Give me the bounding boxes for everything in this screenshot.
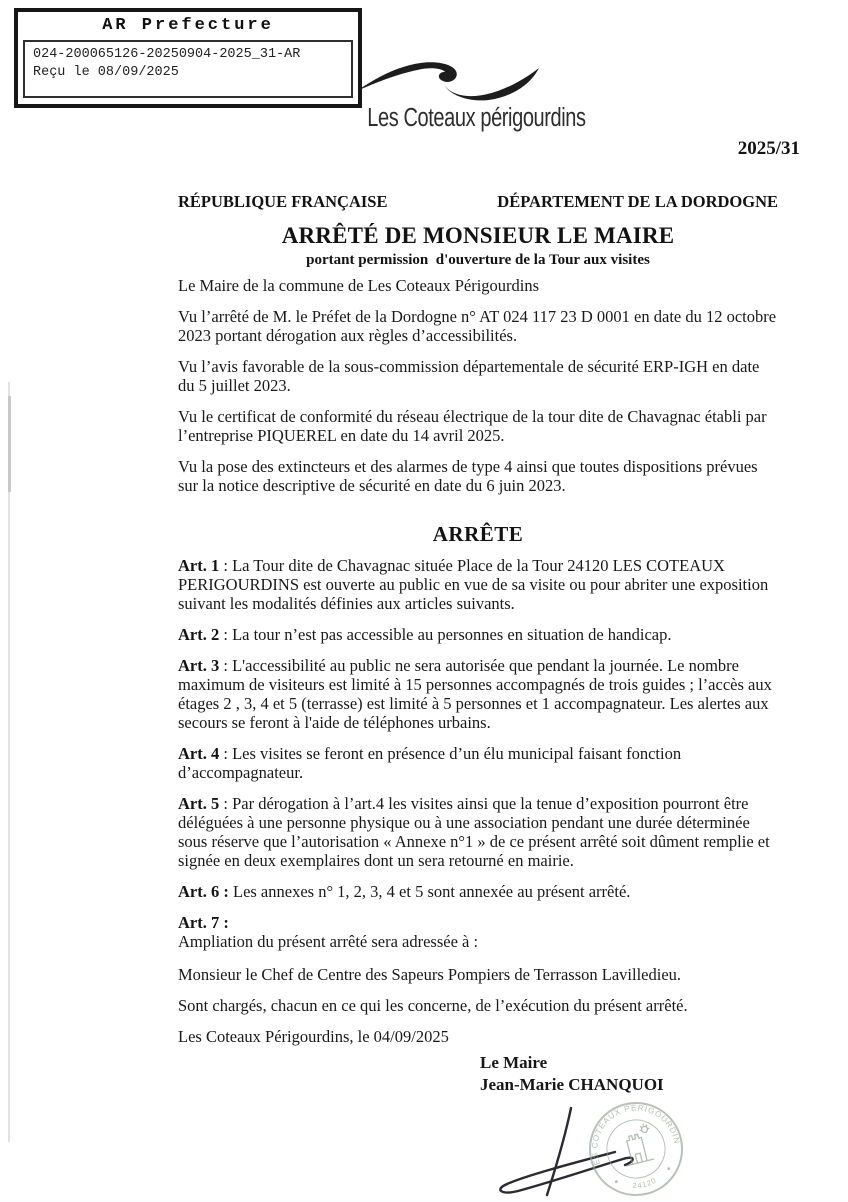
preamble-paragraph: Vu l’avis favorable de la sous-commission départementale de sécurité ERP-IGH en date du 5 juillet 2023. [178,357,764,395]
seal-ring-text: LES COTEAUX PERIGOURDINS [590,1103,682,1167]
article-6-text: Les annexes n° 1, 2, 3, 4 et 5 sont annexée au présent arrêté. [228,882,631,901]
decree-number: 2025/31 [737,138,800,159]
stamp-body [23,40,353,98]
document-header [178,192,778,269]
scan-edge-artifact-dark [8,396,11,492]
stamp-reference-number: 024-200065126-20250904-2025_31-AR [33,47,301,62]
article-1-text: : La Tour dite de Chavagnac située Place de la Tour 24120 LES COTEAUX PERIGOURDINS est ouverte au public en vue de sa visite ou pour abriter une exposition suivant les modalités définies aux articles suivants. [178,556,773,613]
article-3 [178,656,778,732]
document-body [178,276,781,1058]
article-2-label: Art. 2 [178,625,220,644]
article-6 [178,882,778,901]
commune-logo-text: Les Coteaux périgourdins [367,103,586,133]
stamp-title: AR Prefecture [102,16,274,35]
seal-postal-code: 24120 [632,1175,659,1190]
commune-logo [340,50,586,133]
article-1 [178,556,778,613]
scan-edge-artifact [8,382,10,1142]
signatory-name: Jean-Marie CHANQUOI [480,1075,664,1094]
article-6-label: Art. 6 : [178,882,229,901]
article-4-text: : Les visites se feront en présence d’un élu municipal faisant fonction d’accompagnateur. [178,744,686,782]
swoosh-logo-icon [355,50,545,102]
preamble-paragraph: Le Maire de la commune de Les Coteaux Périgourdins [178,276,540,295]
article-1-label: Art. 1 [178,556,220,575]
ampliation-line: Ampliation du présent arrêté sera adressée à : [178,932,479,951]
signature-block [480,1052,664,1096]
article-3-label: Art. 3 [178,656,220,675]
article-3-text: : L'accessibilité au public ne sera autorisée que pendant la journée. Le nombre maximum de visiteurs est limité à 15 personnes accompagnés de trois guides ; l’accès aux étages 2 , 3, 4 et 5 (terrasse) est limité à 5 personnes et 1 accompagnateur. Les alertes aux secours se feront à l'aide de téléphones urbains. [178,656,776,732]
article-2-text: : La tour n’est pas accessible au personnes en situation de handicap. [219,625,672,644]
article-4-label: Art. 4 [178,744,220,763]
svg-text:LES COTEAUX PERIGOURDINS [583,1096,682,1166]
seal-tower-pictogram [617,1122,657,1166]
preamble-paragraph: Vu le certificat de conformité du réseau électrique de la tour dite de Chavagnac établi par l’entreprise PIQUEREL en date du 14 avril 2025. [178,407,771,445]
article-5-label: Art. 5 [178,794,220,813]
preamble-paragraph: Vu la pose des extincteurs et des alarmes de type 4 ainsi que toutes dispositions prévues sur la notice descriptive de sécurité en date du 6 juin 2023. [178,457,762,495]
document-title: ARRÊTÉ DE MONSIEUR LE MAIRE [281,223,675,248]
official-seal-icon [583,1096,689,1202]
document-subtitle: portant permission d'ouverture de la Tour aux visites [306,252,650,268]
stamp-received-date: Reçu le 08/09/2025 [33,65,179,81]
article-5-text: : Par dérogation à l’art.4 les visites ainsi que la tenue d’exposition pourront être déléguées à une personne physique ou à une association pendant une durée déterminée sous réserve que l’autorisation « Annexe n°1 » de ce présent arrêté soit dûment remplie et signée en deux exemplaires dont un sera retourné en mairie. [178,794,774,870]
addressee-line: Monsieur le Chef de Centre des Sapeurs Pompiers de Terrasson Lavilledieu. [178,965,682,984]
dateline: Les Coteaux Périgourdins, le 04/09/2025 [178,1027,449,1046]
prefecture-stamp [14,8,362,108]
article-5 [178,794,778,870]
article-4 [178,744,778,782]
preamble-paragraph: Vu l’arrêté de M. le Préfet de la Dordogne n° AT 024 117 23 D 0001 en date du 12 octobre 2023 portant dérogation aux règles d’accessibilités. [178,307,781,345]
execution-line: Sont chargés, chacun en ce qui les concerne, de l’exécution du présent arrêté. [178,996,688,1015]
departement-label: DÉPARTEMENT DE LA DORDOGNE [497,192,778,211]
republique-francaise-label: RÉPUBLIQUE FRANÇAISE [178,192,388,211]
arrete-heading: ARRÊTE [432,522,524,546]
article-2 [178,625,778,644]
article-7 [178,913,778,932]
signatory-role: Le Maire [480,1053,548,1072]
article-7-label: Art. 7 : [178,913,229,932]
